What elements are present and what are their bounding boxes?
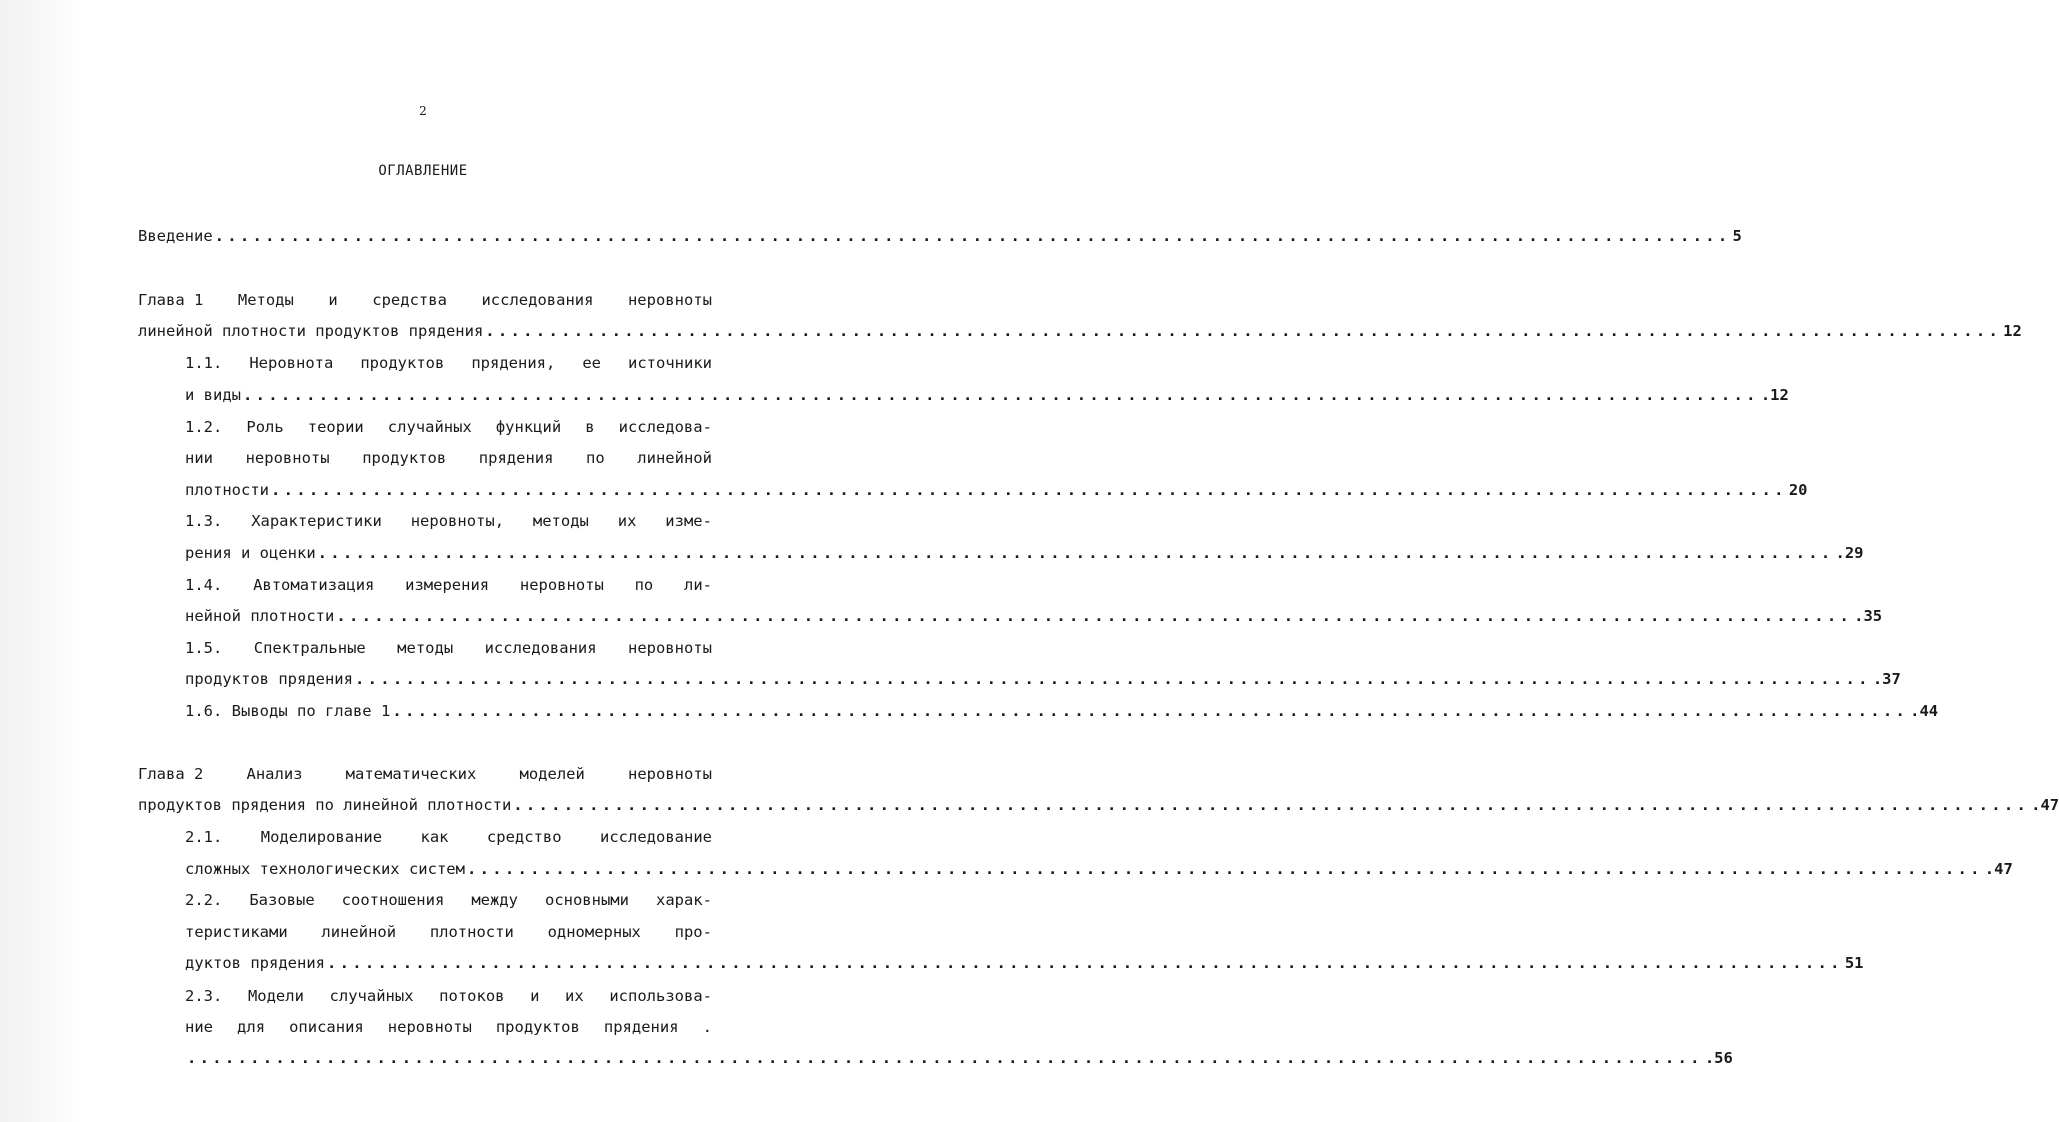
toc-word: как — [420, 828, 449, 846]
toc-section-1-5-end — [185, 668, 1901, 690]
toc-word: продуктов — [362, 449, 447, 467]
toc-section-1-4-end — [185, 605, 1883, 627]
dot-leader: ........................................................................................................................ — [271, 481, 1787, 499]
toc-page-number: .47 — [2031, 796, 2059, 814]
toc-section-1-3-end — [185, 542, 1864, 564]
toc-section-1-1-end — [185, 384, 1789, 406]
toc-word: функций — [495, 418, 562, 436]
toc-word: Модели — [247, 987, 304, 1005]
toc-entry-text: 1.6. Выводы по главе 1 — [185, 702, 391, 720]
toc-word: средства — [372, 291, 447, 309]
toc-entry-text: дуктов прядения — [185, 954, 325, 972]
toc-section-1-3 — [185, 510, 712, 532]
toc-word: измерения — [405, 576, 490, 594]
toc-word: Глава 2 — [138, 765, 204, 783]
toc-word: неровноты — [628, 765, 712, 783]
toc-word: неровноты — [387, 1018, 472, 1036]
dot-leader: ........................................................................................................................ — [214, 227, 1731, 245]
toc-section-2-1-end — [185, 858, 2013, 880]
toc-word: 1.3. — [185, 512, 223, 530]
toc-word: исследования — [481, 291, 594, 309]
toc-word: использова- — [609, 987, 712, 1005]
toc-word: Базовые — [249, 891, 315, 909]
toc-section-1-2 — [185, 416, 712, 438]
toc-entry-text: плотности — [185, 481, 269, 499]
toc-title: ОГЛАВЛЕНИЕ — [378, 163, 468, 179]
toc-word: . — [702, 1018, 712, 1036]
toc-word: линейной — [637, 449, 712, 467]
toc-page-number: .12 — [1760, 386, 1789, 404]
toc-word: основными — [544, 891, 629, 909]
toc-word: неровноты — [519, 576, 604, 594]
toc-word: 1.5. — [185, 639, 223, 657]
toc-word: нии — [185, 449, 213, 467]
toc-word: 2.3. — [185, 987, 223, 1005]
toc-word: по — [586, 449, 605, 467]
toc-entry-text: сложных технологических систем — [185, 860, 465, 878]
toc-section-2-3-cont — [185, 1016, 712, 1038]
toc-word: и — [328, 291, 338, 309]
toc-word: линейной — [321, 923, 397, 941]
toc-section-2-3-end — [185, 1047, 1733, 1069]
toc-word: неровноты — [245, 449, 330, 467]
toc-page-number: .35 — [1854, 607, 1883, 625]
toc-word: исследова- — [618, 418, 712, 436]
toc-word: неровноты — [627, 639, 712, 657]
toc-page-number: 51 — [1844, 954, 1864, 972]
toc-word: математических — [345, 765, 477, 783]
dot-leader: ........................................................................................................................ — [485, 322, 2002, 340]
dot-leader: ........................................................................................................................ — [392, 702, 1909, 720]
toc-word: Неровнота — [249, 354, 334, 372]
toc-word: Глава 1 — [138, 291, 204, 309]
toc-page-number: .37 — [1872, 670, 1901, 688]
toc-word: 1.1. — [185, 354, 223, 372]
toc-chapter-2-heading-end — [138, 794, 2059, 816]
page-number: 2 — [419, 104, 427, 118]
toc-word: ние — [185, 1018, 213, 1036]
toc-entry-text: Введение — [138, 227, 213, 245]
toc-entry-text: продуктов прядения по линейной плотности — [138, 796, 512, 814]
toc-page-number: 20 — [1788, 481, 1808, 499]
toc-word: соотношения — [341, 891, 445, 909]
toc-page-number: .44 — [1910, 702, 1939, 720]
toc-entry-text: и виды — [185, 386, 241, 404]
toc-word: и — [530, 987, 540, 1005]
dot-leader: ........................................................................................................................ — [513, 796, 2030, 814]
toc-word: Методы — [237, 291, 294, 309]
dot-leader: ........................................................................................................................ — [336, 607, 1853, 625]
toc-word: 2.1. — [185, 828, 223, 846]
toc-word: исследования — [484, 639, 597, 657]
toc-section-1-2-cont — [185, 447, 712, 469]
toc-section-1-6-end — [185, 700, 1939, 722]
toc-entry-text: нейной плотности — [185, 607, 335, 625]
toc-word: потоков — [439, 987, 505, 1005]
toc-word: методы — [397, 639, 454, 657]
toc-word: их — [565, 987, 584, 1005]
toc-word: про- — [674, 923, 712, 941]
toc-word: 1.4. — [185, 576, 223, 594]
toc-word: исследование — [600, 828, 712, 846]
toc-word: Автоматизация — [253, 576, 375, 594]
toc-section-2-1 — [185, 826, 712, 848]
toc-word: ли- — [684, 576, 712, 594]
toc-word: 2.2. — [185, 891, 223, 909]
toc-word: случайных — [329, 987, 414, 1005]
toc-page-number: .47 — [1984, 860, 2013, 878]
toc-word: одномерных — [547, 923, 641, 941]
toc-word: прядения, — [471, 354, 556, 372]
toc-word: Характеристики — [251, 512, 382, 530]
toc-word: между — [471, 891, 518, 909]
toc-word: неровноты, — [410, 512, 505, 530]
toc-section-1-1 — [185, 352, 712, 374]
toc-word: описания — [289, 1018, 364, 1036]
toc-entry-text: рения и оценки — [185, 544, 316, 562]
dot-leader: ........................................................................................................................ — [466, 860, 1983, 878]
toc-word: теристиками — [185, 923, 288, 941]
toc-page-number: .29 — [1835, 544, 1864, 562]
toc-word: продуктов — [495, 1018, 580, 1036]
toc-word: изме- — [665, 512, 712, 530]
toc-word: средство — [486, 828, 562, 846]
toc-word: харак- — [655, 891, 712, 909]
toc-word: ее — [582, 354, 601, 372]
toc-section-2-2-end — [185, 952, 1864, 974]
toc-section-2-2 — [185, 889, 712, 911]
toc-section-2-2-cont — [185, 921, 712, 943]
dot-leader: ........................................................................................................................ — [354, 670, 1871, 688]
toc-section-1-5 — [185, 637, 712, 659]
toc-word: случайных — [387, 418, 472, 436]
toc-entry-text: линейной плотности продуктов прядения — [138, 322, 484, 340]
toc-chapter-1-heading — [138, 289, 712, 311]
toc-word: плотности — [429, 923, 514, 941]
toc-word: по — [634, 576, 654, 594]
toc-section-2-3 — [185, 985, 712, 1007]
toc-word: в — [585, 418, 595, 436]
toc-word: методы — [532, 512, 589, 530]
dot-leader: ........................................................................................................................ — [187, 1049, 1703, 1067]
toc-word: теории — [307, 418, 364, 436]
toc-word: их — [617, 512, 637, 530]
toc-word: продуктов — [360, 354, 445, 372]
toc-section-1-4 — [185, 574, 712, 596]
toc-word: Моделирование — [260, 828, 383, 846]
toc-word: Роль — [246, 418, 284, 436]
toc-word: неровноты — [627, 291, 712, 309]
toc-word: Спектральные — [253, 639, 366, 657]
toc-entry-text: продуктов прядения — [185, 670, 353, 688]
dot-leader: ........................................................................................................................ — [326, 954, 1843, 972]
toc-chapter-1-heading-end — [138, 320, 2022, 342]
toc-page-number: 5 — [1732, 227, 1742, 245]
dot-leader: ........................................................................................................................ — [317, 544, 1834, 562]
toc-word: для — [237, 1018, 266, 1036]
toc-word: прядения — [478, 449, 554, 467]
toc-entry-intro — [138, 225, 1742, 247]
toc-word: прядения — [603, 1018, 679, 1036]
toc-word: моделей — [519, 765, 585, 783]
toc-word: Анализ — [246, 765, 303, 783]
toc-section-1-2-end — [185, 479, 1808, 501]
toc-word: 1.2. — [185, 418, 223, 436]
toc-word: источники — [628, 354, 712, 372]
toc-chapter-2-heading — [138, 763, 712, 785]
dot-leader: ........................................................................................................................ — [243, 386, 1759, 404]
toc-page-number: .56 — [1704, 1049, 1733, 1067]
toc-page-number: 12 — [2003, 322, 2022, 340]
